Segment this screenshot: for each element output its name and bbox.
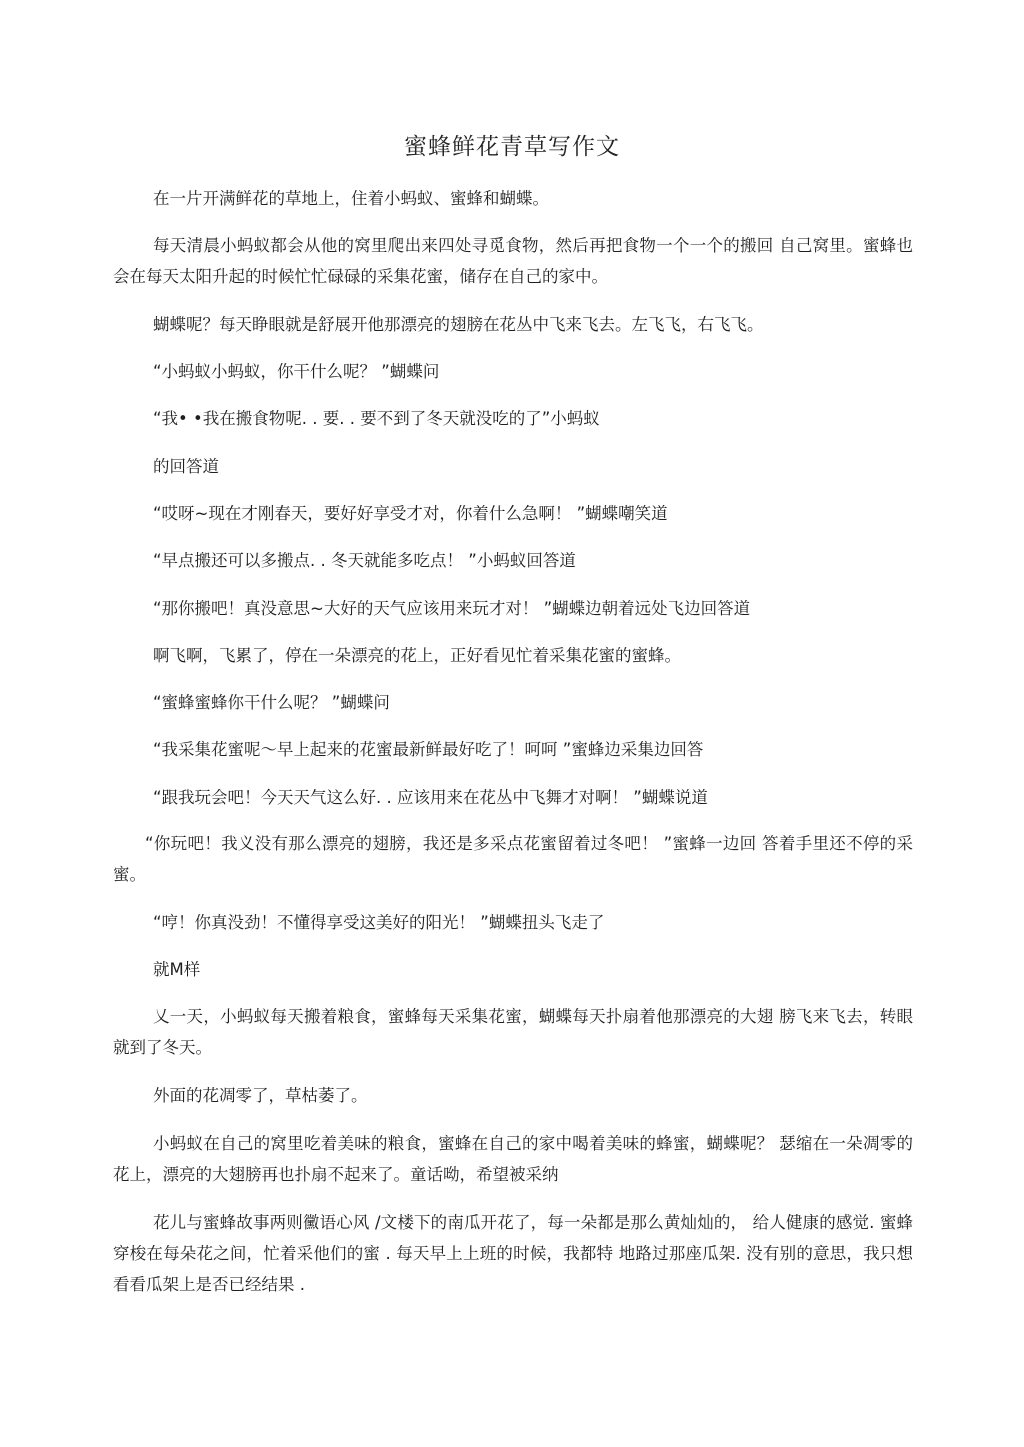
dialogue-line-7: “我采集花蜜呢〜早上起来的花蜜最新鲜最好吃了！呵呵 ”蜜蜂边采集边回答 bbox=[153, 740, 704, 759]
dialogue-line-8: “跟我玩会吧！今天天气这么好. . 应该用来在花丛中飞舞才对啊！ ”蝴蝶说道 bbox=[153, 788, 708, 807]
dialogue-line-4: “早点搬还可以多搬点. . 冬天就能多吃点！ ”小蚂蚁回答道 bbox=[153, 551, 576, 570]
paragraph-winter: 乂一天，小蚂蚁每天搬着粮食，蜜蜂每天采集花蜜，蝴蝶每天扑扇着他那漂亮的大翅 膀飞来飞去，转眼就到了冬天。 bbox=[113, 1007, 913, 1057]
dialogue-line-2: “我• •我在搬食物呢. . 要. . 要不到了冬天就没吃的了”小蚂蚁 bbox=[153, 409, 600, 428]
paragraph-ending: 小蚂蚁在自己的窝里吃着美味的粮食，蜜蜂在自己的家中喝着美味的蜂蜜，蝴蝶呢？ 瑟缩在一朵凋零的花上，漂亮的大翅膀再也扑扇不起来了。童话呦，希望被采纳 bbox=[113, 1134, 913, 1184]
paragraph-short: 就M样 bbox=[153, 960, 201, 979]
paragraph-pumpkin: 花儿与蜜蜂故事两则黴语心风 /文楼下的南瓜开花了，每一朵都是那么黄灿灿的， 给人健康的感觉. 蜜蜂穿梭在每朵花之间，忙着采他们的蜜 . 每天早上上班的时候，我都特 地路过那座瓜架. 没有别的意思，我只想看看瓜架上是否已经结果 . bbox=[113, 1213, 913, 1294]
dialogue-line-9: “你玩吧！我义没有那么漂亮的翅膀，我还是多采点花蜜留着过冬吧！ ”蜜蜂一边回 答着手里还不停的采蜜。 bbox=[113, 834, 913, 884]
page-title: 蜜蜂鲜花青草写作文 bbox=[404, 134, 620, 160]
dialogue-line-3: “哎呀~现在才刚春天，要好好享受才对，你着什么急啊！ ”蝴蝶嘲笑道 bbox=[153, 504, 668, 523]
dialogue-line-1: “小蚂蚁小蚂蚁，你干什么呢？ ”蝴蝶问 bbox=[153, 362, 440, 381]
paragraph-3: 蝴蝶呢？每天睁眼就是舒展开他那漂亮的翅膀在花丛中飞来飞去。左飞飞，右飞飞。 bbox=[153, 315, 764, 334]
paragraph-wither: 外面的花凋零了，草枯萎了。 bbox=[153, 1086, 368, 1105]
dialogue-line-5: “那你搬吧！真没意思~大好的天气应该用来玩才对！ ”蝴蝶边朝着远处飞边回答道 bbox=[153, 599, 751, 618]
paragraph-2: 每天清晨小蚂蚁都会从他的窝里爬出来四处寻觅食物，然后再把食物一个一个的搬回 自己窝里。蜜蜂也会在每天太阳升起的时候忙忙碌碌的采集花蜜，储存在自己的家中。 bbox=[113, 236, 913, 286]
paragraph-fly: 啊飞啊，飞累了，停在一朵漂亮的花上，正好看见忙着采集花蜜的蜜蜂。 bbox=[153, 646, 681, 665]
paragraph-1: 在一片开满鲜花的草地上，住着小蚂蚁、蜜蜂和蝴蝶。 bbox=[153, 189, 549, 208]
dialogue-line-6: “蜜蜂蜜蜂你干什么呢？ ”蝴蝶问 bbox=[153, 693, 390, 712]
dialogue-line-2-tail: 的回答道 bbox=[153, 457, 219, 476]
dialogue-line-10: “哼！你真没劲！不懂得享受这美好的阳光！ ”蝴蝶扭头飞走了 bbox=[153, 913, 605, 932]
